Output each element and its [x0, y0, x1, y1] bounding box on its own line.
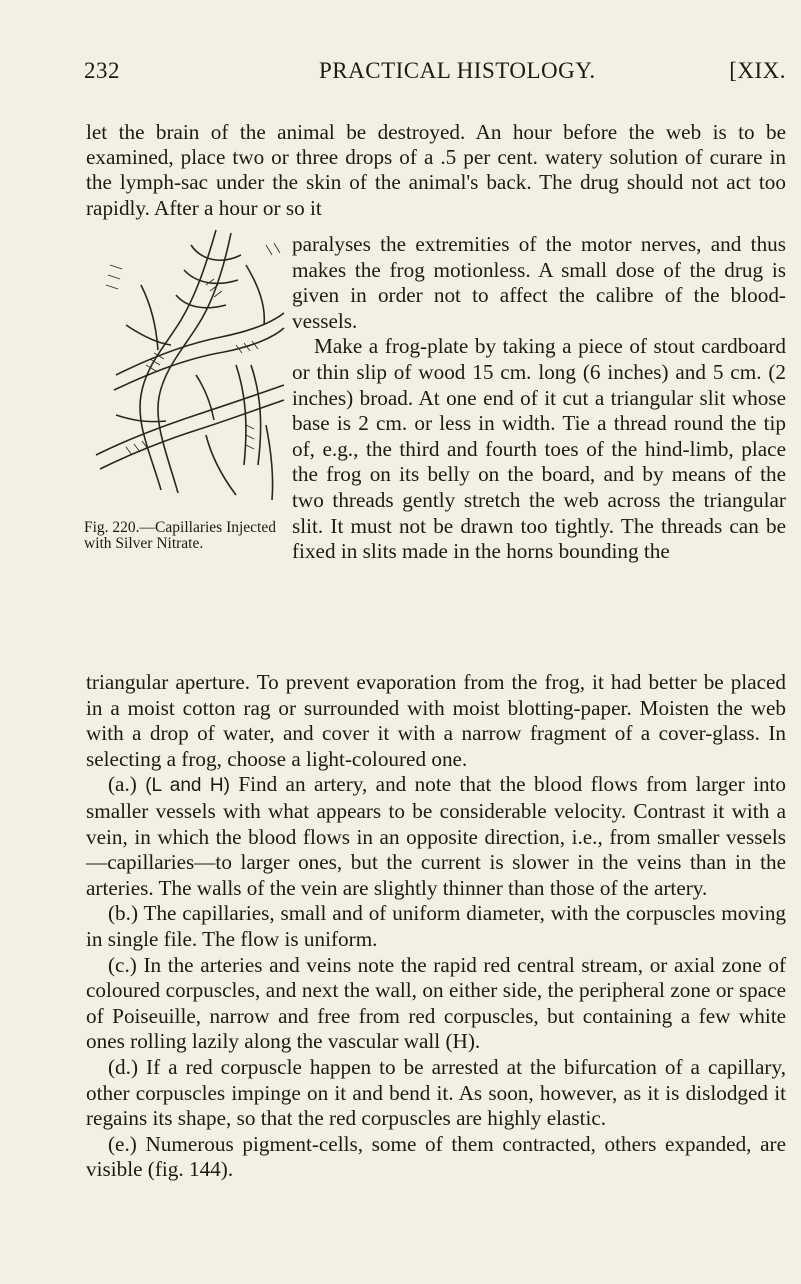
page-number: 232 — [84, 58, 120, 83]
figure-caption: Fig. 220.—Capillaries Injected with Silver Nitrate. — [84, 519, 276, 552]
item-a-label: (a.) — [108, 772, 137, 797]
wrap-paragraph-1: paralyses the extremities of the motor nerves, and thus makes the frog motionless. A small dose of the drug is given in order not to affect the calibre of the blood-vessels. — [292, 232, 786, 333]
item-a-marks: (L and H) — [145, 775, 230, 797]
item-e-label: (e.) — [108, 1131, 137, 1156]
capillaries-illustration — [86, 225, 286, 515]
item-e — [86, 1132, 786, 1183]
item-c-text: In the arteries and veins note the rapid red central stream, or axial zone of coloured corpuscles, and next the wall, on either side, the peripheral zone or space of Poiseuille, narrow and free from red corpuscles, but containing a few white ones rolling lazily along the vascular wall (H). — [86, 952, 786, 1054]
running-title: PRACTICAL HISTOLOGY. — [319, 58, 596, 83]
item-a-text: Find an artery, and note that the blood flows from larger into smaller vessels with what appears to be considerable velocity. Contrast it with a vein, in which the blood flows in an opposite direction, i.e., from smaller vessels—capillaries—to larger ones, but the current is slower in the veins than in the arteries. The walls of the vein are slightly thinner than those of the artery. — [86, 772, 787, 900]
intro-paragraph: let the brain of the animal be destroyed. An hour before the web is to be examined, place two or three drops of a .5 per cent. watery solution of curare in the lymph-sac under the skin of the animal's back. The drug should not act too rapidly. After a hour or so it — [86, 120, 786, 220]
figure-capillaries — [86, 225, 286, 515]
wrap-paragraph-2: Make a frog-plate by taking a piece of stout cardboard or thin slip of wood 15 cm. long (6 inches) and 5 cm. (2 inches) broad. At one end of it cut a triangular slit whose base is 2 cm. or less in width. Tie a thread round the tip of, e.g., the third and fourth toes of the hind-limb, place the frog on its belly on the board, and by means of the two threads gently stretch the web across the triangular slit. It must not be drawn too tightly. The threads can be fixed in slits made in the horns bounding the — [292, 334, 786, 564]
continuation-paragraph: triangular aperture. To prevent evaporation from the frog, it had better be placed in a moist cotton rag or surrounded with moist blotting-paper. Moisten the web with a drop of water, and cover it with a narrow fragment of a cover-glass. In selecting a frog, choose a light-coloured one. — [86, 670, 786, 771]
item-b — [86, 901, 786, 952]
item-d-label: (d.) — [108, 1054, 139, 1079]
item-d-text: If a red corpuscle happen to be arrested at the bifurcation of a capillary, other corpuscles impinge on it and bend it. As soon, however, as it is dislodged it regains its shape, so that the red corpuscles are highly elastic. — [86, 1054, 786, 1131]
item-c-label: (c.) — [108, 952, 137, 977]
item-e-text: Numerous pigment-cells, some of them contracted, others expanded, are visible (fig. 144). — [86, 1131, 786, 1182]
lower-text — [86, 670, 786, 1183]
item-a — [86, 772, 786, 901]
wrapped-text — [292, 232, 786, 565]
item-b-text: The capillaries, small and of uniform diameter, with the corpuscles moving in single file. The flow is uniform. — [86, 901, 787, 951]
item-b-label: (b.) — [108, 901, 139, 926]
item-c — [86, 953, 786, 1055]
item-d — [86, 1055, 786, 1132]
chapter-marker: [XIX. — [729, 58, 786, 83]
